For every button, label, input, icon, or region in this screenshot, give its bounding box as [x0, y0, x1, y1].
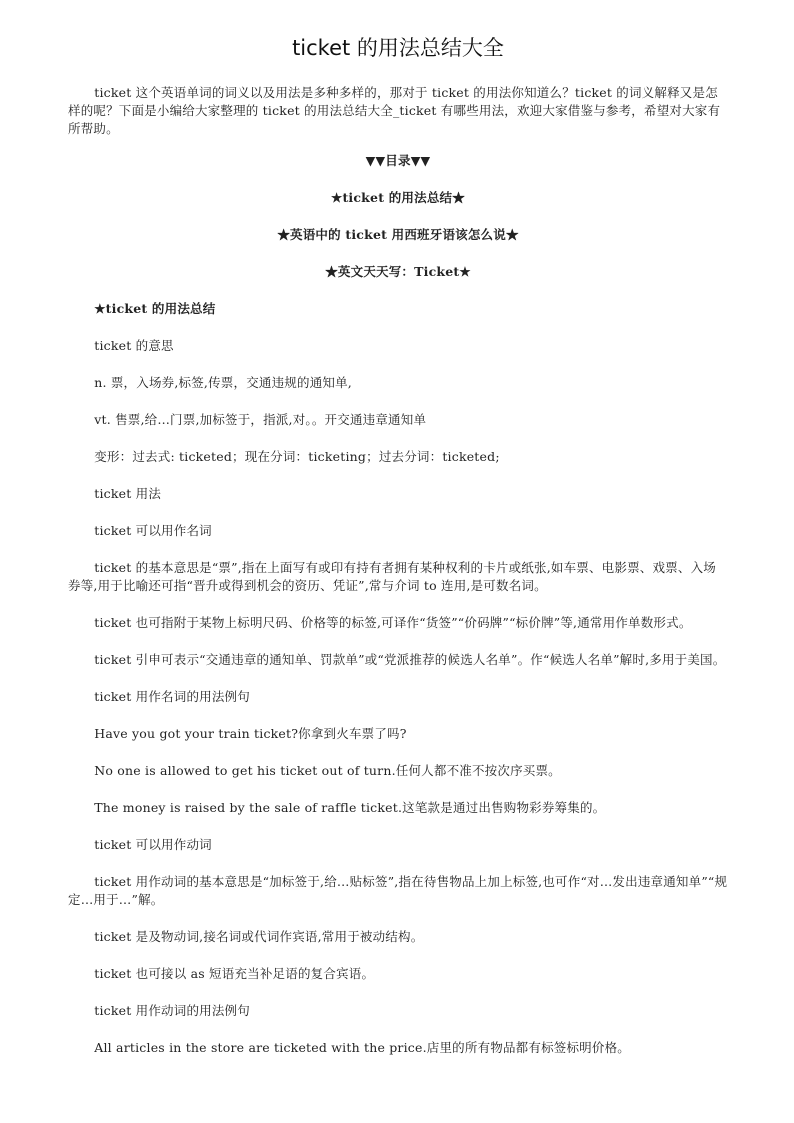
paragraph: ticket 用作动词的基本意思是“加标签于,给…贴标签”,指在待售物品上加上标签,也可作“对…发出违章通知单”“规定…用于…”解。	[68, 874, 728, 907]
example-sentence: The money is raised by the sale of raffle ticket.这笔款是通过出售购物彩券筹集的。	[94, 800, 606, 815]
paragraph: ticket 用作名词的用法例句	[94, 689, 250, 704]
paragraph: ticket 用作动词的用法例句	[94, 1003, 250, 1018]
paragraph: ticket 的意思	[94, 338, 174, 353]
paragraph: ticket 可以用作动词	[94, 837, 212, 852]
paragraph: 变形：过去式: ticketed；现在分词：ticketing；过去分词：ticketed;	[94, 449, 500, 464]
toc-item[interactable]: ★英文天天写：Ticket★	[325, 264, 471, 279]
paragraph: n. 票，入场券,标签,传票，交通违规的通知单,	[94, 375, 352, 390]
paragraph: vt. 售票,给…门票,加标签于，指派,对。。开交通违章通知单	[94, 412, 427, 427]
paragraph: ticket 也可接以 as 短语充当补足语的复合宾语。	[94, 966, 375, 981]
example-sentence: All articles in the store are ticketed with the price.店里的所有物品都有标签标明价格。	[94, 1040, 630, 1055]
toc-item[interactable]: ★ticket 的用法总结★	[331, 190, 465, 205]
toc-heading: ▼▼目录▼▼	[365, 153, 431, 168]
paragraph: ticket 的基本意思是“票”,指在上面写有或印有持有者拥有某种权利的卡片或纸张,如车票、电影票、戏票、入场券等,用于比喻还可指“晋升或得到机会的资历、凭证”,常与介词 to 连用,是可数名词。	[68, 560, 716, 593]
toc-item[interactable]: ★英语中的 ticket 用西班牙语该怎么说★	[277, 227, 519, 242]
paragraph: ticket 是及物动词,接名词或代词作宾语,常用于被动结构。	[94, 929, 424, 944]
document-page	[68, 34, 728, 1076]
paragraph: ticket 可以用作名词	[94, 523, 212, 538]
section-heading: ★ticket 的用法总结	[94, 301, 216, 316]
intro-paragraph: ticket 这个英语单词的词义以及用法是多种多样的，那对于 ticket 的用法你知道么？ticket 的词义解释又是怎样的呢？下面是小编给大家整理的 ticket 的用法总结大全_ticket 有哪些用法，欢迎大家借鉴与参考，希望对大家有所帮助。	[68, 85, 721, 136]
paragraph: ticket 引申可表示“交通违章的通知单、罚款单”或“党派推荐的候选人名单”。作“候选人名单”解时,多用于美国。	[94, 652, 726, 667]
example-sentence: No one is allowed to get his ticket out of turn.任何人都不准不按次序买票。	[94, 763, 561, 778]
document-title: ticket 的用法总结大全	[292, 36, 504, 60]
paragraph: ticket 用法	[94, 486, 162, 501]
example-sentence: Have you got your train ticket?你拿到火车票了吗?	[94, 726, 407, 741]
paragraph: ticket 也可指附于某物上标明尺码、价格等的标签,可译作“货签”“价码牌”“标价牌”等,通常用作单数形式。	[94, 615, 692, 630]
